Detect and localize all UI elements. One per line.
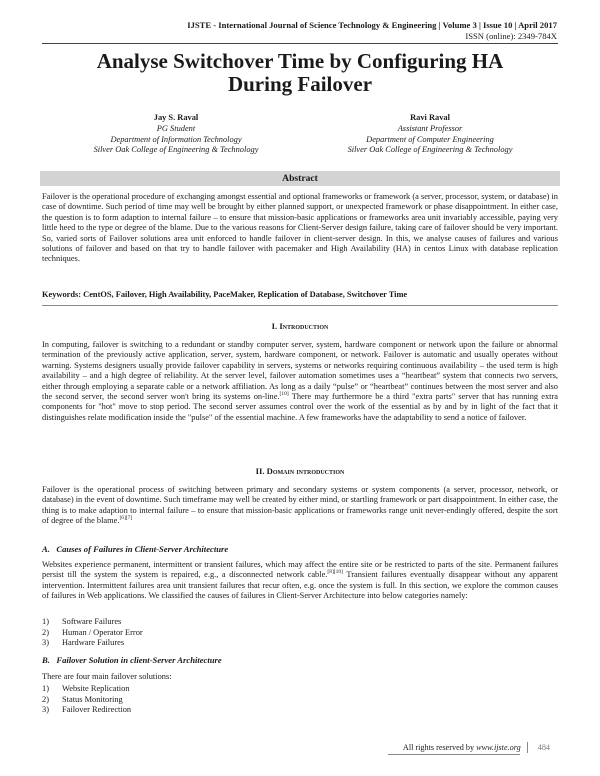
failover-solutions-list [42, 684, 131, 716]
author-block-2 [300, 113, 560, 156]
list-number: 1) [42, 617, 49, 626]
abstract-text: Failover is the operational procedure of exchanging amongst essential and optional frameworks or framework (a server, processor, system, or database) in case of downtime. Such period of time may well be brought by either planned support, or unexpected framework or phase disappointment. In either case, the question is to form adaption to internal failure – to ensure that mission-basic applications or frameworks area unit invariably accessible, paying very little heed to the type or degree of the blame. Due to the various reasons for Client-Server design failure, taking care of failover should be very important. So, varied sorts of Failover solutions area unit enforced to handle failover in client-server design. In this, we analyse causes of failures and various solutions of failover and based on that try to handle failover with pacemaker and High Availability (HA) in centos Linux with database replication techniques. [42, 192, 558, 264]
header-divider [42, 43, 558, 44]
journal-info: IJSTE - International Journal of Science Technology & Engineering | Volume 3 | Issue 10 | April 2017 [187, 20, 557, 30]
author-institution: Silver Oak College of Engineering & Technology [93, 145, 259, 155]
issn: ISSN (online): 2349-784X [465, 30, 557, 41]
list-item [42, 695, 131, 706]
domain-paragraph [42, 485, 558, 527]
paragraph-text: Failover is the operational process of switching between primary and secondary systems or system components (a server, processor, network, or database) in the event of downtime. Such timeframe may well be created by either mind, or startling framework or part disappointment. In either case, the thing is to make adaption to internal failure – to ensure that mission-basic applications or frameworks range unit never-endingly offered, despite the sort of degree of the blame. [42, 485, 558, 526]
title-line-2: During Failover [227, 72, 373, 96]
subsection-label: B. [42, 655, 50, 665]
journal-header [187, 20, 557, 41]
subsection-heading-causes [42, 544, 228, 555]
citation: [10] [279, 391, 289, 398]
paragraph-text: In computing, failover is switching to a redundant or standby computer server, system, hardware component or network upon the failure or abnormal termination of the previously active application, server, system, hardware component, or network. Failover is automatic and usually operates without warning. Systems designers usually provide failover capability in servers, systems or networks requiring continuous availability – the used term is high availability – and a high degree of reliability. At the server level, failover automation sometimes uses a “heartbeat” system that connects two servers, either through employing a separate cable or a network affiliation. As long as a daily “pulse” or “heartbeat” continues between the most server and also the second server, the second server won't bring its systems on-line. [42, 340, 558, 402]
section-number: II. [255, 466, 265, 476]
site-link[interactable]: www.ijste.org [476, 743, 521, 752]
title-line-1: Analyse Switchover Time by Configuring HA [96, 49, 504, 73]
list-text: Hardware Failures [62, 638, 125, 648]
author-name: Ravi Raval [410, 113, 450, 122]
paragraph-text: Websites experience permanent, intermittent or transient failures, which may affect the entire site or be restricted to parts of the site. Permanent failures persist till the system the system is repaired, e.g., a disconnected network cable. [42, 560, 558, 580]
causes-paragraph [42, 560, 558, 602]
copyright-text: All rights reserved by [402, 743, 477, 752]
section-title: Domain introduction [266, 466, 345, 476]
section-number: I. [271, 321, 278, 331]
section-heading-domain-introduction [42, 466, 558, 477]
list-item [42, 705, 131, 716]
copyright [403, 742, 528, 753]
subsection-heading-failover-solution [42, 655, 222, 666]
list-item [42, 638, 143, 649]
subsection-label: A. [42, 544, 50, 554]
list-number: 1) [42, 684, 49, 693]
list-text: Human / Operator Error [62, 627, 143, 637]
list-text: Website Replication [62, 684, 130, 693]
author-department: Department of Computer Engineering [366, 134, 494, 144]
list-item [42, 628, 143, 639]
list-text: Failover Redirection [62, 705, 132, 715]
keywords: Keywords: CentOS, Failover, High Availability, PaceMaker, Replication of Database, Switchover Time [42, 290, 408, 299]
section-title: Introduction [279, 321, 329, 331]
list-item [42, 684, 131, 695]
footer-divider [388, 754, 520, 755]
paragraph-text: There may furthermore be a third "extra parts" server that has running extra components for "hot" move to stop period. The second server assumes control over the work of the essential as by and by in light of the fact that it distinguishes relate modification inside the "pulse" of the essential machine. A few frameworks have the adaptability to send a notice of failover. [42, 392, 558, 422]
abstract-divider [42, 305, 558, 306]
author-role: PG Student [156, 123, 196, 133]
paragraph-text: Transient failures eventually disappear without any apparent intervention. Intermittent failures area unit transient failures that recur often, e.g. once the system is full. In this section, we explore the common causes of failures in Web applications. We classified the causes of failures in Client-Server Architecture into below categories namely: [42, 570, 558, 601]
list-text: Software Failures [62, 617, 122, 626]
page-footer [403, 742, 550, 753]
paper-title [40, 50, 560, 96]
abstract-heading: Abstract [40, 171, 560, 186]
list-text: Status Monitoring [62, 694, 123, 704]
solutions-intro: There are four main failover solutions: [42, 672, 172, 681]
citation: [8][10] [327, 569, 343, 576]
section-heading-introduction [42, 321, 558, 332]
subsection-title: Failover Solution in client-Server Architecture [56, 655, 222, 665]
author-block-1 [46, 113, 306, 156]
list-item [42, 617, 143, 628]
list-number: 2) [42, 627, 49, 637]
subsection-title: Causes of Failures in Client-Server Architecture [56, 544, 229, 554]
list-number: 3) [42, 638, 49, 648]
list-number: 2) [42, 694, 49, 704]
page-number: 484 [537, 743, 550, 752]
author-name: Jay S. Raval [153, 113, 199, 122]
author-institution: Silver Oak College of Engineering & Technology [347, 145, 513, 155]
author-department: Department of Information Technology [110, 134, 242, 144]
failure-causes-list [42, 617, 143, 649]
author-role: Assistant Professor [397, 123, 463, 133]
list-number: 3) [42, 705, 49, 715]
introduction-paragraph [42, 340, 558, 423]
citation: [6][7] [119, 515, 133, 522]
